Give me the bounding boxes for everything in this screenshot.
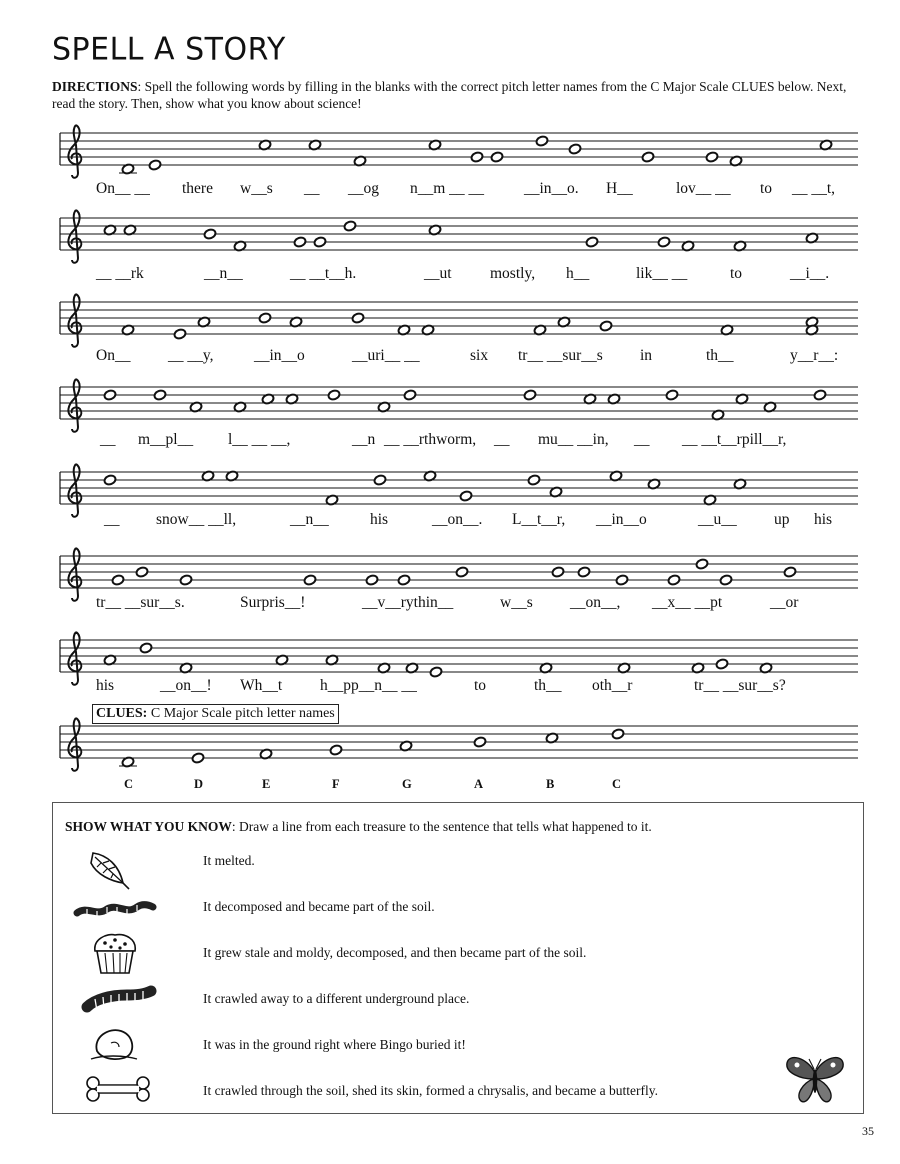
sentence-3[interactable]: It grew stale and moldy, decomposed, and then became part of the soil. bbox=[203, 945, 587, 960]
clue-letter: D bbox=[194, 777, 204, 791]
whole-note bbox=[303, 574, 316, 586]
whole-note bbox=[329, 744, 342, 756]
story-word[interactable]: tr__ __sur__s. bbox=[96, 594, 185, 611]
whole-note bbox=[293, 236, 306, 248]
whole-note bbox=[135, 566, 148, 578]
story-word[interactable]: __on__! bbox=[160, 677, 212, 694]
whole-note bbox=[813, 389, 826, 401]
story-word[interactable]: lov__ __ bbox=[676, 180, 731, 197]
directions-label: DIRECTIONS bbox=[52, 79, 138, 94]
story-word[interactable]: __on__. bbox=[432, 511, 483, 528]
story-word[interactable]: __ bbox=[304, 180, 320, 197]
story-word[interactable]: __ __t__h. bbox=[290, 265, 357, 282]
whole-note bbox=[705, 151, 718, 163]
whole-note bbox=[139, 642, 152, 654]
whole-note bbox=[585, 236, 598, 248]
snowball-icon[interactable] bbox=[89, 1025, 139, 1065]
clue-letter: B bbox=[546, 777, 555, 791]
page-title: SPELL A STORY bbox=[52, 31, 286, 68]
whole-note bbox=[665, 389, 678, 401]
story-word[interactable]: l__ __ __, bbox=[228, 431, 291, 448]
story-word[interactable]: __ __y, bbox=[168, 347, 214, 364]
clue-letter: C bbox=[124, 777, 134, 791]
whole-note bbox=[473, 736, 486, 748]
muffin-icon[interactable] bbox=[89, 931, 141, 977]
whole-note bbox=[523, 389, 536, 401]
story-word[interactable]: __u__ bbox=[698, 511, 737, 528]
whole-note bbox=[373, 474, 386, 486]
story-word[interactable]: oth__r bbox=[592, 677, 633, 694]
whole-note bbox=[103, 389, 116, 401]
story-word[interactable]: mostly, bbox=[490, 265, 536, 282]
story-word[interactable]: to bbox=[760, 180, 773, 197]
show-what-you-know-box bbox=[52, 802, 864, 1114]
whole-note bbox=[551, 566, 564, 578]
story-word[interactable]: __n__ bbox=[290, 511, 329, 528]
whole-note bbox=[527, 474, 540, 486]
whole-note bbox=[397, 574, 410, 586]
whole-note bbox=[343, 220, 356, 232]
whole-note bbox=[470, 151, 483, 163]
whole-note bbox=[695, 558, 708, 570]
whole-note bbox=[179, 574, 192, 586]
whole-note bbox=[111, 574, 124, 586]
whole-note bbox=[103, 474, 116, 486]
directions-text: : Spell the following words by filling in the blanks with the correct pitch letter names from the C Major Scale CLUES below. Next, read the story. Then, show what you know about science! bbox=[52, 79, 847, 111]
bone-icon[interactable] bbox=[83, 1069, 153, 1107]
page-number: 35 bbox=[862, 1124, 874, 1138]
story-word[interactable]: __ bbox=[104, 511, 120, 528]
sentence-1[interactable]: It melted. bbox=[203, 853, 255, 868]
clues-text: C Major Scale pitch letter names bbox=[147, 706, 335, 721]
clues-label: CLUES: bbox=[96, 706, 148, 721]
story-word[interactable]: to bbox=[474, 677, 487, 694]
whole-note bbox=[783, 566, 796, 578]
story-word[interactable]: __in__o. bbox=[524, 180, 579, 197]
story-word[interactable]: __on__, bbox=[570, 594, 621, 611]
story-word[interactable]: __n bbox=[352, 431, 376, 448]
story-word[interactable]: w__s bbox=[240, 180, 273, 197]
clue-letter: E bbox=[262, 777, 271, 791]
whole-note bbox=[577, 566, 590, 578]
whole-note bbox=[657, 236, 670, 248]
whole-note bbox=[715, 658, 728, 670]
whole-note bbox=[153, 389, 166, 401]
story-word[interactable]: __v__rythin__ bbox=[362, 594, 454, 611]
story-word[interactable]: On__ __ bbox=[96, 180, 150, 197]
butterfly-icon[interactable] bbox=[783, 1051, 847, 1107]
whole-note bbox=[365, 574, 378, 586]
story-word[interactable]: m__pl__ bbox=[138, 431, 194, 448]
story-word[interactable]: __i__. bbox=[790, 265, 830, 282]
sentence-6[interactable]: It crawled through the soil, shed its skin, formed a chrysalis, and became a butterfly. bbox=[203, 1083, 658, 1098]
whole-note bbox=[403, 389, 416, 401]
whole-note bbox=[455, 566, 468, 578]
story-word[interactable]: his bbox=[370, 511, 389, 528]
story-word[interactable]: __ __t, bbox=[792, 180, 836, 197]
whole-note bbox=[313, 236, 326, 248]
whole-note bbox=[351, 312, 364, 324]
story-word[interactable]: w__s bbox=[500, 594, 533, 611]
story-word[interactable]: __ut bbox=[424, 265, 452, 282]
story-word[interactable]: __or bbox=[770, 594, 799, 611]
whole-note bbox=[667, 574, 680, 586]
whole-note bbox=[490, 151, 503, 163]
story-word[interactable]: th__ bbox=[706, 347, 734, 364]
story-word[interactable]: __ __rk bbox=[96, 265, 144, 282]
sentence-2[interactable]: It decomposed and became part of the soil. bbox=[203, 899, 435, 914]
caterpillar-icon[interactable] bbox=[81, 985, 157, 1015]
sentence-4[interactable]: It crawled away to a different underground place. bbox=[203, 991, 470, 1006]
whole-note bbox=[599, 320, 612, 332]
whole-note bbox=[611, 728, 624, 740]
story-word[interactable]: __ bbox=[634, 431, 650, 448]
whole-note bbox=[535, 135, 548, 147]
story-word[interactable]: Surpris__! bbox=[240, 594, 306, 611]
whole-note bbox=[719, 574, 732, 586]
story-word[interactable]: __x__ __pt bbox=[652, 594, 723, 611]
story-word[interactable]: tr__ __sur__s bbox=[518, 347, 603, 364]
story-word[interactable]: __in__o bbox=[254, 347, 305, 364]
whole-note bbox=[615, 574, 628, 586]
story-word[interactable]: to bbox=[730, 265, 743, 282]
story-word[interactable]: __ bbox=[494, 431, 510, 448]
story-word[interactable]: six bbox=[470, 347, 489, 364]
story-word[interactable]: mu__ __in, bbox=[538, 431, 609, 448]
story-word[interactable]: __ __rthworm, bbox=[384, 431, 477, 448]
story-word[interactable]: his bbox=[96, 677, 115, 694]
whole-note bbox=[258, 312, 271, 324]
whole-note bbox=[173, 328, 186, 340]
sentence-5[interactable]: It was in the ground right where Bingo buried it! bbox=[203, 1037, 466, 1052]
whole-note bbox=[568, 143, 581, 155]
story-word[interactable]: snow__ __ll, bbox=[156, 511, 237, 528]
story-word[interactable]: Wh__t bbox=[240, 677, 283, 694]
story-word[interactable]: On__ bbox=[96, 347, 131, 364]
story-word[interactable]: y__r__: bbox=[790, 347, 839, 364]
leaf-icon[interactable] bbox=[73, 847, 133, 891]
swyk-text: : Draw a line from each treasure to the sentence that tells what happened to it. bbox=[231, 819, 652, 834]
story-word[interactable]: L__t__r, bbox=[512, 511, 566, 528]
whole-note bbox=[429, 666, 442, 678]
whole-note bbox=[641, 151, 654, 163]
story-word[interactable]: __ bbox=[100, 431, 116, 448]
show-what-you-know-heading bbox=[65, 819, 652, 835]
story-word[interactable]: up bbox=[774, 511, 790, 528]
whole-note bbox=[148, 159, 161, 171]
story-word[interactable]: in bbox=[640, 347, 653, 364]
earthworm-icon[interactable] bbox=[73, 897, 157, 925]
whole-note bbox=[191, 752, 204, 764]
story-word[interactable]: H__ bbox=[606, 180, 633, 197]
whole-note bbox=[203, 228, 216, 240]
story-word[interactable]: h__pp__n__ __ bbox=[320, 677, 417, 694]
whole-note bbox=[327, 389, 340, 401]
swyk-label: SHOW WHAT YOU KNOW bbox=[65, 819, 232, 834]
story-word[interactable]: lik__ __ bbox=[636, 265, 688, 282]
clue-letter: G bbox=[402, 777, 412, 791]
clue-letter: A bbox=[474, 777, 484, 791]
story-word[interactable]: his bbox=[814, 511, 833, 528]
story-word[interactable]: th__ bbox=[534, 677, 562, 694]
story-word[interactable]: n__m __ __ bbox=[410, 180, 485, 197]
clue-letter: C bbox=[612, 777, 622, 791]
clue-letter: F bbox=[332, 777, 340, 791]
story-word[interactable]: tr__ __sur__s? bbox=[694, 677, 786, 694]
story-word[interactable]: __uri__ __ bbox=[352, 347, 420, 364]
clues-box bbox=[92, 704, 339, 724]
story-word[interactable]: __n__ bbox=[204, 265, 243, 282]
story-word[interactable]: h__ bbox=[566, 265, 590, 282]
story-word[interactable]: __in__o bbox=[596, 511, 647, 528]
story-word[interactable]: __ __t__rpill__r, bbox=[682, 431, 787, 448]
whole-note bbox=[459, 490, 472, 502]
story-word[interactable]: __og bbox=[348, 180, 379, 197]
story-word[interactable]: there bbox=[182, 180, 213, 197]
